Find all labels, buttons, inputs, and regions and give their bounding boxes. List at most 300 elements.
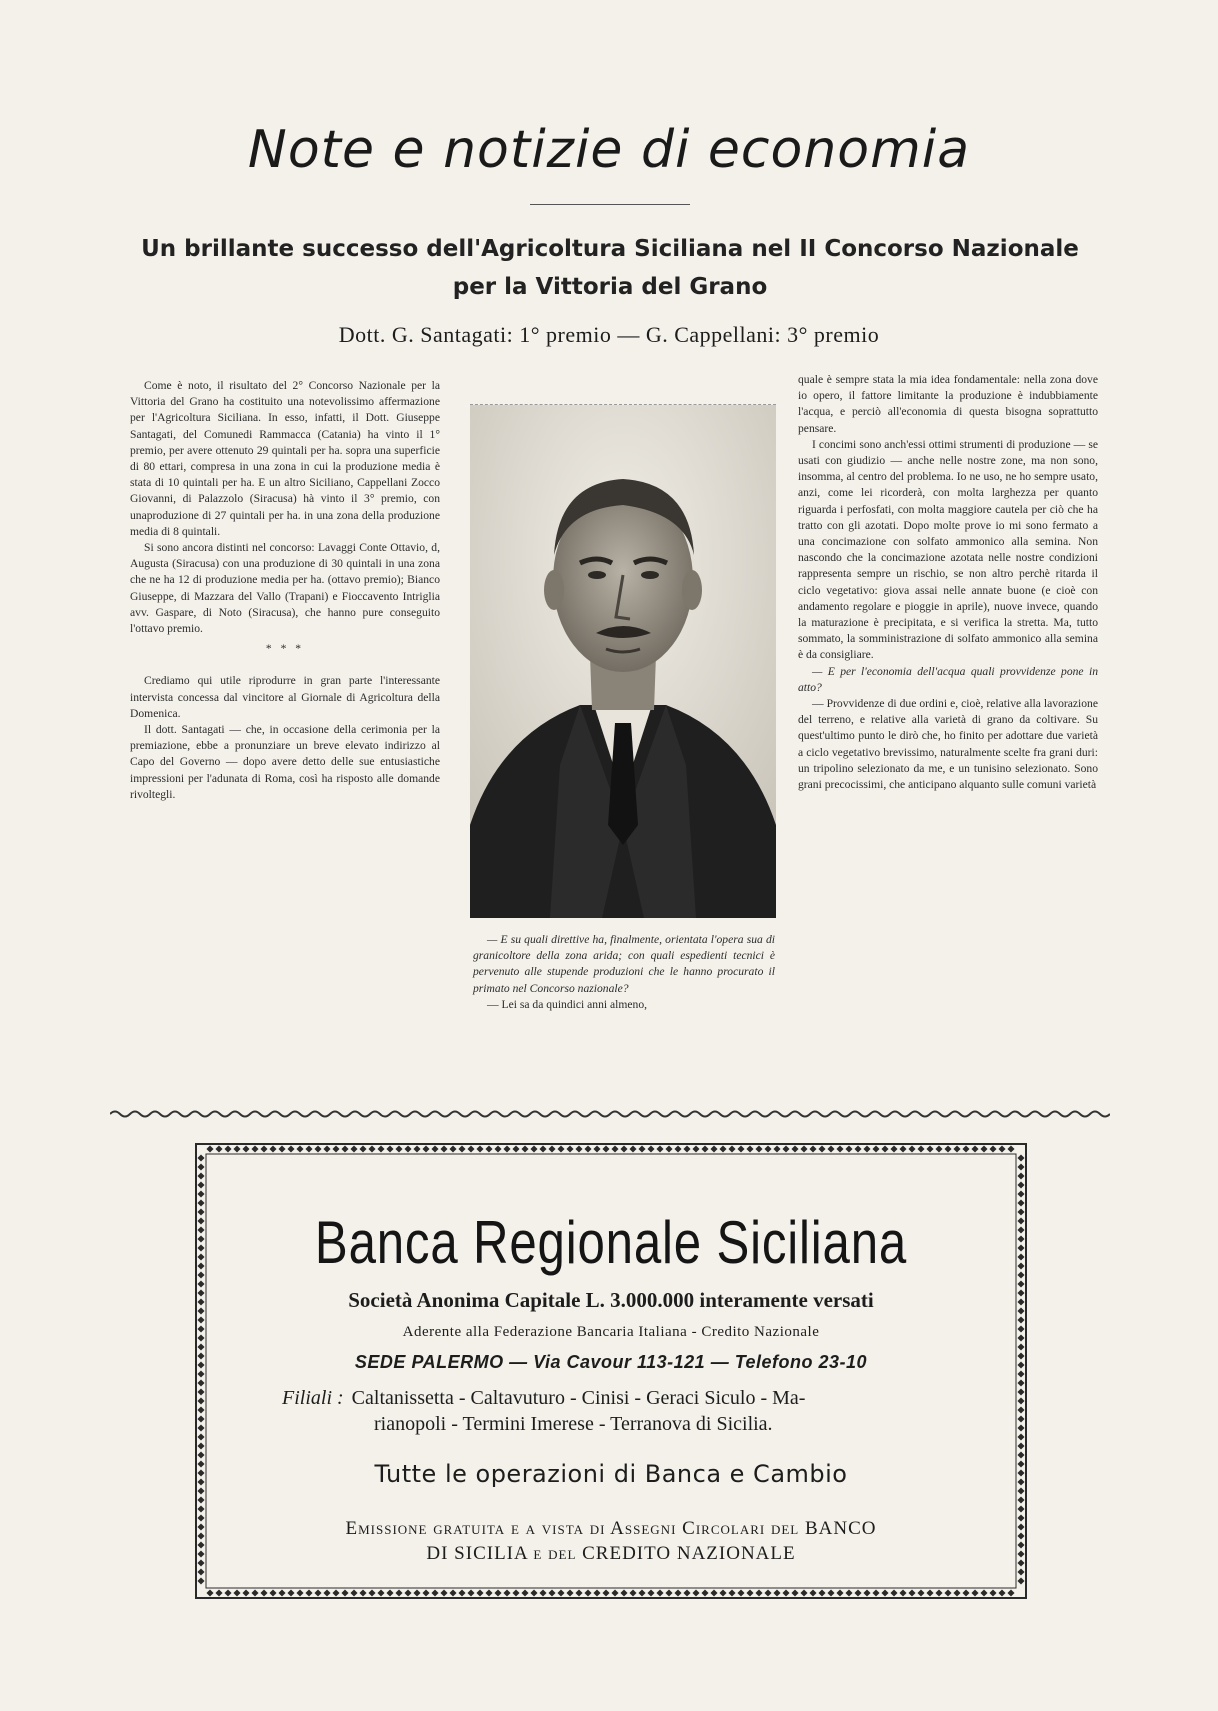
border-ornament [197,1568,204,1575]
border-ornament [404,1145,411,1152]
border-ornament [854,1145,861,1152]
border-ornament [197,1325,204,1332]
border-ornament [1017,1397,1024,1404]
border-ornament [305,1589,312,1596]
border-ornament [998,1145,1005,1152]
border-ornament [620,1589,627,1596]
article-column-left [130,378,440,803]
border-ornament [611,1145,618,1152]
border-ornament [818,1589,825,1596]
branches-line-1: Caltanissetta - Caltavuturo - Cinisi - Geraci Siculo - Ma- [351,1387,806,1409]
border-ornament [1017,1154,1024,1161]
border-ornament [368,1589,375,1596]
border-ornament [683,1589,690,1596]
border-ornament [890,1145,897,1152]
border-ornament [971,1145,978,1152]
border-ornament [827,1589,834,1596]
border-ornament [197,1487,204,1494]
wavy-divider [110,1108,1110,1120]
border-ornament [278,1145,285,1152]
border-ornament [917,1145,924,1152]
border-ornament [908,1589,915,1596]
border-ornament [197,1181,204,1188]
emission-line-1: Emissione gratuita e a vista di Assegni Circolari del BANCO [345,1518,877,1539]
border-ornament [197,1244,204,1251]
border-ornament [575,1145,582,1152]
border-ornament [350,1145,357,1152]
border-ornament [1017,1577,1024,1584]
border-ornament [656,1145,663,1152]
border-ornament [1017,1388,1024,1395]
border-ornament [197,1541,204,1548]
border-ornament [962,1145,969,1152]
border-ornament [287,1589,294,1596]
border-ornament [404,1589,411,1596]
border-ornament [1017,1307,1024,1314]
border-ornament [197,1433,204,1440]
border-ornament [980,1145,987,1152]
border-ornament [197,1514,204,1521]
border-ornament [215,1145,222,1152]
border-ornament [989,1589,996,1596]
border-ornament [332,1589,339,1596]
paragraph: Si sono ancora distinti nel concorso: Lavaggi Conte Ottavio, d, Augusta (Siracusa) con una produzione di 30 quintali in una zona che ne ha 12 di produzione media per ha. (ottavo premio); Bianco Giuseppe, di Mazzara del Vallo (Trapani) e Fioccavento Intriglia avv. Gaspare, di Noto (Siracusa), che hanno pure conseguito l'ottavo premio. [130,541,440,636]
border-ornament [1017,1352,1024,1359]
border-ornament [197,1289,204,1296]
border-ornament [350,1589,357,1596]
border-ornament [197,1280,204,1287]
border-ornament [197,1343,204,1350]
paragraph: — Provvidenze di due ordini e, cioè, relative alla lavorazione del terreno, e relative alla varietà di grano da coltivare. Su quest'ultimo punto le dirò che, ho finito per adottare due varietà a ciclo vegetativo brevissimo, naturalmente scelte fra grani duri: un tripolino selezionato da me, e un tunisino selezionato. Sono grani precocissimi, che anticipano alquanto sulle comuni varietà [798,697,1098,792]
border-ornament [800,1145,807,1152]
border-ornament [359,1589,366,1596]
cheque-emission [258,1516,964,1566]
border-ornament [737,1589,744,1596]
border-ornament [593,1589,600,1596]
border-ornament [674,1145,681,1152]
border-ornament [566,1589,573,1596]
border-ornament [881,1145,888,1152]
border-ornament [710,1589,717,1596]
headline-line-2: per la Vittoria del Grano [452,274,768,300]
border-ornament [1017,1172,1024,1179]
company-capital: Società Anonima Capitale L. 3.000.000 interamente versati [348,1288,874,1312]
border-ornament [1017,1226,1024,1233]
section-break: * * * [265,642,305,656]
border-ornament [197,1451,204,1458]
border-ornament [548,1145,555,1152]
border-ornament [647,1589,654,1596]
border-ornament [251,1145,258,1152]
border-ornament [584,1145,591,1152]
border-ornament [917,1589,924,1596]
paragraph: Crediamo qui utile riprodurre in gran parte l'interessante intervista concessa dal vincitore al Giornale di Agricoltura della Domenica. [130,674,440,720]
border-ornament [521,1589,528,1596]
border-ornament [1007,1589,1014,1596]
border-ornament [755,1589,762,1596]
article-column-middle [473,932,775,1013]
border-ornament [449,1589,456,1596]
border-ornament [197,1235,204,1242]
border-ornament [260,1145,267,1152]
border-ornament [836,1145,843,1152]
border-ornament [323,1589,330,1596]
branches-list [282,1385,942,1437]
border-ornament [665,1145,672,1152]
border-ornament [413,1145,420,1152]
border-ornament [710,1145,717,1152]
border-ornament [692,1589,699,1596]
bank-advertisement [188,1136,1034,1606]
border-ornament [863,1589,870,1596]
border-ornament [251,1589,258,1596]
border-ornament [1017,1253,1024,1260]
border-ornament [296,1589,303,1596]
border-ornament [539,1145,546,1152]
border-ornament [449,1145,456,1152]
border-ornament [899,1589,906,1596]
border-ornament [530,1145,537,1152]
border-ornament [197,1190,204,1197]
border-ornament [773,1145,780,1152]
border-ornament [746,1589,753,1596]
border-ornament [1017,1532,1024,1539]
border-ornament [926,1589,933,1596]
border-ornament [197,1226,204,1233]
border-ornament [989,1145,996,1152]
border-ornament [683,1145,690,1152]
border-ornament [863,1145,870,1152]
border-ornament [341,1589,348,1596]
border-ornament [602,1145,609,1152]
border-ornament [1017,1163,1024,1170]
border-ornament [926,1145,933,1152]
border-ornament [701,1589,708,1596]
border-ornament [1017,1280,1024,1287]
border-ornament [1017,1244,1024,1251]
border-ornament [395,1589,402,1596]
border-ornament [881,1589,888,1596]
federation-membership: Aderente alla Federazione Bancaria Italiana - Credito Nazionale [402,1324,820,1340]
border-ornament [1017,1379,1024,1386]
border-ornament [935,1589,942,1596]
border-ornament [359,1145,366,1152]
border-ornament [323,1145,330,1152]
paragraph: I concimi sono anch'essi ottimi strumenti di produzione — se usati con giudizio — anche nelle nostre zone, ma non sono, insomma, al centro del problema. Io ne uso, ne ho sempre usato, anzi, come lei ricorderà, con molta larghezza per quanto riguarda i perfosfati, con molta maggiore cautela per ciò che ha tratto con gli azotati. Dopo molte prove io mi sono fermato a una concimazione con solfato ammonico alla semina. Non nascondo che la concimazione azotata nelle nostre condizioni rappresenta sempre un rischio, se non altro perchè ritarda il ciclo vegetativo: giova assai nelle annate buone (e cioè con andamento regolare e pioggie in aprile), nuove invece, quando la maturazione è precipitata, e si verifica la stretta. Ma, tutto sommato, la somministrazione di solfato ammonico alla semina è da consigliare. [798,437,1098,662]
border-ornament [197,1208,204,1215]
border-ornament [305,1145,312,1152]
border-ornament [611,1589,618,1596]
article-headline [60,230,1160,306]
border-ornament [935,1145,942,1152]
border-ornament [1017,1181,1024,1188]
border-ornament [728,1589,735,1596]
border-ornament [629,1145,636,1152]
border-ornament [269,1589,276,1596]
border-ornament [314,1145,321,1152]
border-ornament [197,1379,204,1386]
branches-line-2: rianopoli - Termini Imerese - Terranova di Sicilia. [374,1413,773,1435]
border-ornament [1017,1424,1024,1431]
border-ornament [1017,1208,1024,1215]
border-ornament [656,1589,663,1596]
border-ornament [1017,1514,1024,1521]
headquarters-address: SEDE PALERMO — Via Cavour 113-121 — Telefono 23-10 [354,1352,868,1372]
border-ornament [737,1145,744,1152]
border-ornament [206,1589,213,1596]
border-ornament [638,1145,645,1152]
border-ornament [233,1589,240,1596]
border-ornament [458,1145,465,1152]
paragraph: Il dott. Santagati — che, in occasione della cerimonia per la premiazione, ebbe a pronunziare un breve elevato indirizzo al Capo del Governo — dopo avere detto delle sue entusiastiche impressioni per l'adunata di Roma, così ha risposto alle domande rivoltegli. [130,723,440,801]
border-ornament [575,1589,582,1596]
border-ornament [1017,1442,1024,1449]
border-ornament [836,1589,843,1596]
border-ornament [557,1589,564,1596]
border-ornament [548,1589,555,1596]
emission-line-2: DI SICILIA e del CREDITO NAZIONALE [426,1543,796,1564]
border-ornament [818,1145,825,1152]
border-ornament [1017,1325,1024,1332]
section-masthead: Note e notizie di economia [247,120,971,180]
border-ornament [368,1145,375,1152]
border-ornament [197,1154,204,1161]
border-ornament [224,1145,231,1152]
portrait-photo [470,405,776,918]
border-ornament [377,1589,384,1596]
masthead-divider [530,204,690,205]
border-ornament [197,1397,204,1404]
border-ornament [998,1589,1005,1596]
border-ornament [1017,1316,1024,1323]
border-ornament [1017,1343,1024,1350]
border-ornament [197,1199,204,1206]
border-ornament [197,1370,204,1377]
border-ornament [845,1589,852,1596]
border-ornament [386,1589,393,1596]
border-ornament [197,1424,204,1431]
border-ornament [431,1589,438,1596]
border-ornament [197,1172,204,1179]
border-ornament [440,1145,447,1152]
border-ornament [782,1145,789,1152]
border-ornament [647,1145,654,1152]
border-ornament [638,1589,645,1596]
border-ornament [1017,1361,1024,1368]
border-ornament [1017,1496,1024,1503]
bank-name: Banca Regionale Siciliana [314,1209,908,1276]
banking-operations: Tutte le operazioni di Banca e Cambio [374,1460,848,1488]
border-ornament [476,1145,483,1152]
border-ornament [629,1589,636,1596]
border-ornament [197,1307,204,1314]
border-ornament [827,1145,834,1152]
border-ornament [197,1334,204,1341]
border-ornament [1017,1460,1024,1467]
border-ornament [890,1589,897,1596]
border-ornament [341,1145,348,1152]
border-ornament [800,1589,807,1596]
border-ornament [908,1145,915,1152]
border-ornament [854,1589,861,1596]
border-ornament [557,1145,564,1152]
border-ornament [746,1145,753,1152]
border-ornament [332,1145,339,1152]
border-ornament [791,1589,798,1596]
border-ornament [962,1589,969,1596]
border-ornament [242,1145,249,1152]
border-ornament [1017,1406,1024,1413]
border-ornament [1017,1415,1024,1422]
border-ornament [467,1589,474,1596]
border-ornament [458,1589,465,1596]
border-ornament [197,1406,204,1413]
border-ornament [539,1589,546,1596]
border-ornament [485,1589,492,1596]
border-ornament [764,1589,771,1596]
border-ornament [728,1145,735,1152]
border-ornament [197,1532,204,1539]
border-ornament [197,1469,204,1476]
border-ornament [719,1589,726,1596]
border-ornament [953,1145,960,1152]
border-ornament [197,1262,204,1269]
border-ornament [665,1589,672,1596]
border-ornament [1017,1262,1024,1269]
border-ornament [494,1589,501,1596]
border-ornament [422,1589,429,1596]
border-ornament [719,1145,726,1152]
border-ornament [197,1559,204,1566]
border-ornament [953,1589,960,1596]
border-ornament [1017,1505,1024,1512]
border-ornament [944,1145,951,1152]
border-ornament [197,1298,204,1305]
border-ornament [845,1145,852,1152]
border-ornament [755,1145,762,1152]
border-ornament [197,1271,204,1278]
border-ornament [1017,1451,1024,1458]
border-ornament [1017,1433,1024,1440]
border-ornament [1017,1478,1024,1485]
border-ornament [1017,1541,1024,1548]
border-ornament [1017,1487,1024,1494]
border-ornament [1017,1217,1024,1224]
border-ornament [971,1589,978,1596]
border-ornament [197,1361,204,1368]
border-ornament [602,1589,609,1596]
border-ornament [260,1589,267,1596]
border-ornament [278,1589,285,1596]
border-ornament [197,1163,204,1170]
border-ornament [197,1217,204,1224]
border-ornament [674,1589,681,1596]
border-ornament [764,1145,771,1152]
border-ornament [1017,1271,1024,1278]
border-ornament [233,1145,240,1152]
border-ornament [494,1145,501,1152]
border-ornament [791,1145,798,1152]
border-ornament [566,1145,573,1152]
border-ornament [440,1589,447,1596]
border-ornament [242,1589,249,1596]
border-ornament [197,1352,204,1359]
border-ornament [503,1145,510,1152]
border-ornament [197,1505,204,1512]
border-ornament [1007,1145,1014,1152]
border-ornament [197,1253,204,1260]
border-ornament [782,1589,789,1596]
border-ornament [197,1415,204,1422]
paragraph: quale è sempre stata la mia idea fondamentale: nella zona dove io opero, il fattore limitante la produzione è indubbiamente l'acqua, e perciò all'economia di questa bisogna soprattutto pensare. [798,373,1098,435]
border-ornament [773,1589,780,1596]
border-ornament [1017,1334,1024,1341]
border-ornament [521,1145,528,1152]
border-ornament [872,1589,879,1596]
border-ornament [809,1589,816,1596]
border-ornament [476,1589,483,1596]
border-ornament [197,1577,204,1584]
border-ornament [269,1145,276,1152]
border-ornament [980,1589,987,1596]
border-ornament [1017,1298,1024,1305]
headline-line-1: Un brillante successo dell'Agricoltura Siciliana nel II Concorso Nazionale [141,236,1079,262]
border-ornament [197,1550,204,1557]
border-ornament [1017,1568,1024,1575]
border-ornament [593,1145,600,1152]
border-ornament [503,1589,510,1596]
border-ornament [1017,1469,1024,1476]
border-ornament [1017,1289,1024,1296]
border-ornament [620,1145,627,1152]
border-ornament [485,1145,492,1152]
border-ornament [431,1145,438,1152]
border-ornament [584,1589,591,1596]
border-ornament [197,1523,204,1530]
border-ornament [215,1589,222,1596]
border-ornament [1017,1559,1024,1566]
border-ornament [197,1442,204,1449]
border-ornament [1017,1190,1024,1197]
border-ornament [413,1589,420,1596]
border-ornament [386,1145,393,1152]
border-ornament [1017,1523,1024,1530]
border-ornament [197,1316,204,1323]
branches-label: Filiali : [282,1387,344,1409]
border-ornament [206,1145,213,1152]
border-ornament [395,1145,402,1152]
border-ornament [422,1145,429,1152]
border-ornament [1017,1235,1024,1242]
border-ornament [197,1478,204,1485]
border-ornament [197,1460,204,1467]
border-ornament [809,1145,816,1152]
paragraph: Come è noto, il risultato del 2° Concorso Nazionale per la Vittoria del Grano ha costituito una notevolissimo affermazione per l'Agricoltura Siciliana. In esso, infatti, il Dott. Giuseppe Santagati, del Comunedi Rammacca (Catania) ha vinto il 1° premio, per avere ottenuto 29 quintali per ha. sopra una superficie di 80 ettari, compresa in una zona in cui la produzione media è stata di 10 quintali per ha. E un altro Siciliano, Cappellani Zocco Giovanni, di Palazzolo (Siracusa) hà vinto il 3° premio, con unaproduzione di 27 quintali per ha. in una zona della produzione media di 8 quintali. [130,379,440,538]
border-ornament [872,1145,879,1152]
interview-question: — E su quali direttive ha, finalmente, orientata l'opera sua di granicoltore della zona arida; con quali espedienti tecnici è pervenuto alle stupende produzioni che le hanno procurato il primato nel Concorso nazionale? [473,933,775,995]
border-ornament [701,1145,708,1152]
interview-question: — E per l'economia dell'acqua quali provvidenze pone in atto? [798,664,1098,694]
border-ornament [1017,1370,1024,1377]
portrait-illustration [470,405,776,918]
border-ornament [512,1145,519,1152]
border-ornament [1017,1199,1024,1206]
article-byline: Dott. G. Santagati: 1° premio — G. Cappellani: 3° premio [338,322,880,347]
border-ornament [692,1145,699,1152]
interview-answer: — Lei sa da quindici anni almeno, [487,997,648,1011]
article-column-right [798,372,1098,793]
border-ornament [1017,1550,1024,1557]
